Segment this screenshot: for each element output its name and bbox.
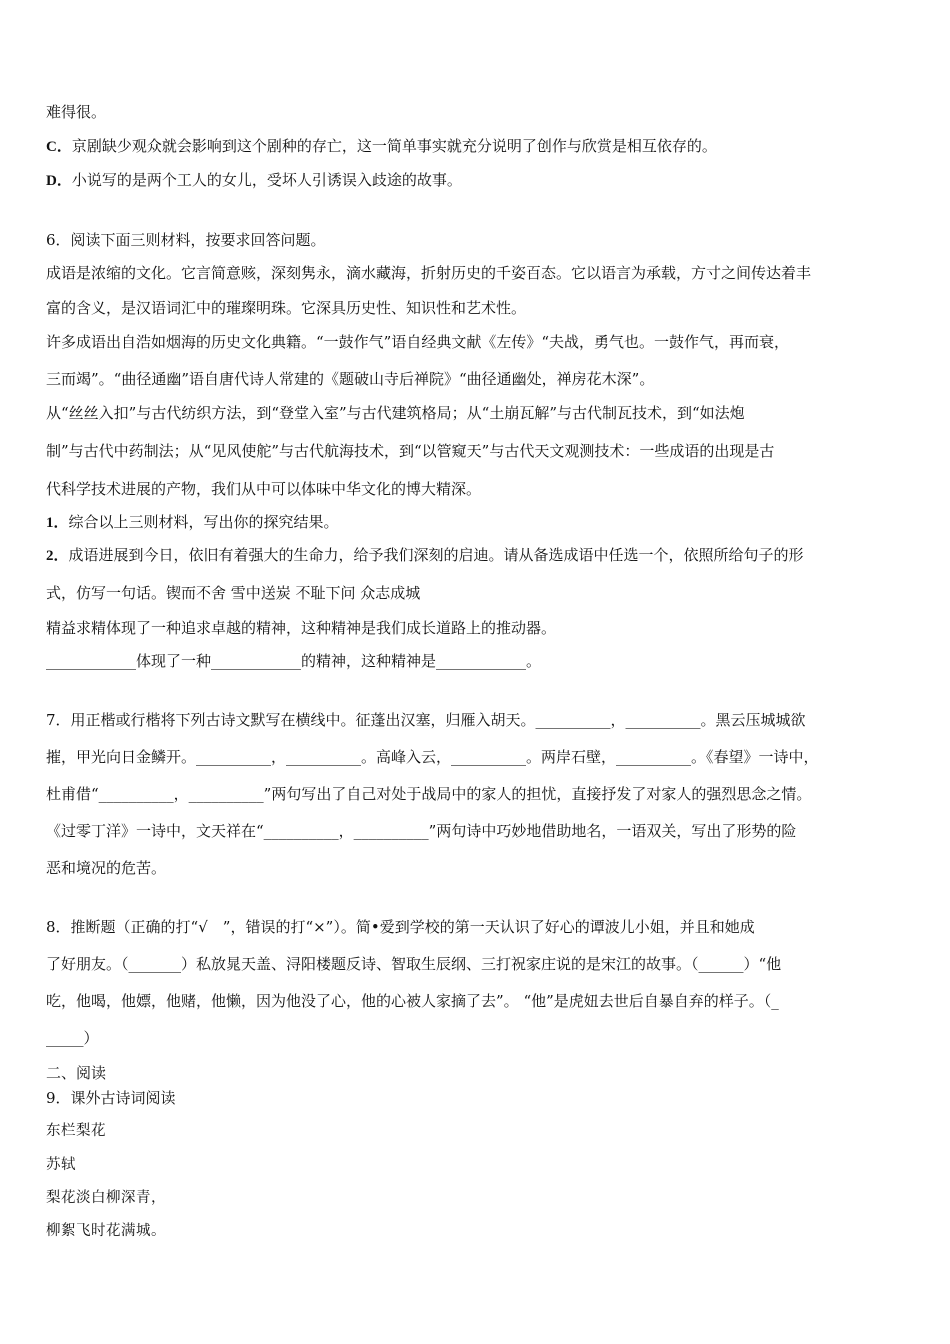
text-line: 难得很。	[46, 103, 107, 121]
text-line: 富的含义，是汉语词汇中的璀璨明珠。它深具历史性、知识性和艺术性。	[46, 299, 527, 317]
question-9: 9．课外古诗词阅读	[46, 1089, 176, 1107]
poem-line: 梨花淡白柳深青，	[46, 1190, 166, 1206]
sub-question-label: 1．	[46, 515, 69, 531]
option-c: C．京剧缺少观众就会影响到这个剧种的存亡，这一简单事实就充分说明了创作与欣赏是相互依存的。	[46, 137, 717, 155]
poem-author: 苏轼	[46, 1157, 76, 1173]
text-line: 摧，甲光向日金鳞开。__________，__________。高峰入云，__________。两岸石壁，__________。《春望》一诗中，	[46, 748, 819, 766]
sub-question-2: 2．成语进展到今日，依旧有着强大的生命力，给予我们深刻的启迪。请从备选成语中任选一个，依照所给句子的形	[46, 546, 804, 564]
text-line: 制”与古代中药制法；从“见风使舵”与古代航海技术，到“以管窥天”与古代天文观测技术：一些成语的出现是古	[46, 442, 775, 460]
section-heading: 二、阅读	[46, 1064, 107, 1082]
text-line: 精益求精体现了一种追求卓越的精神，这种精神是我们成长道路上的推动器。	[46, 619, 557, 637]
question-6-title: 6．阅读下面三则材料，按要求回答问题。	[46, 231, 326, 249]
option-label: C．	[46, 139, 72, 155]
text-line: 三而竭”。“曲径通幽”语自唐代诗人常建的《题破山寺后禅院》“曲径通幽处，禅房花木深”。	[46, 370, 655, 388]
sub-question-label: 2．	[46, 548, 69, 564]
text-line: 吃，他喝，他嫖，他赌，他懒，因为他没了心，他的心被人家摘了去”。 “他”是虎妞去世后自暴自弃的样子。（_	[46, 992, 779, 1010]
text-line: 了好朋友。（_______）私放晁天盖、浔阳楼题反诗、智取生辰纲、三打祝家庄说的是宋江的故事。（______）“他	[46, 955, 782, 973]
text-line: 许多成语出自浩如烟海的历史文化典籍。“一鼓作气”语自经典文献《左传》“夫战，勇气也。一鼓作气，再而衰，	[46, 333, 790, 351]
text-line: _____）	[46, 1029, 99, 1047]
question-8: 8．推断题（正确的打“√ ”，错误的打“×”）。简•爱到学校的第一天认识了好心的谭波儿小姐，并且和她成	[46, 918, 755, 936]
text-line: 成语是浓缩的文化。它言简意赅，深刻隽永，滴水藏海，折射历史的千姿百态。它以语言为承载，方寸之间传达着丰	[46, 264, 812, 282]
option-d: D．小说写的是两个工人的女儿，受坏人引诱误入歧途的故事。	[46, 171, 462, 189]
text-line: 恶和境况的危苦。	[46, 859, 167, 877]
question-7: 7．用正楷或行楷将下列古诗文默写在横线中。征蓬出汉塞，归雁入胡天。__________，__________。黑云压城城欲	[46, 711, 806, 729]
option-label: D．	[46, 173, 72, 189]
text-line: 从“丝丝入扣”与古代纺织方法，到“登堂入室”与古代建筑格局；从“土崩瓦解”与古代制瓦技术，到“如法炮	[46, 404, 745, 422]
text-line: 《过零丁洋》一诗中，文天祥在“__________，__________”两句诗中巧妙地借助地名，一语双关，写出了形势的险	[46, 822, 797, 840]
text-line: 代科学技术进展的产物，我们从中可以体味中华文化的博大精深。	[46, 480, 482, 498]
fill-in-line: ____________体现了一种____________的精神，这种精神是____________。	[46, 652, 542, 670]
text-line: 式，仿写一句话。锲而不舍 雪中送炭 不耻下问 众志成城	[46, 584, 421, 602]
poem-title: 东栏梨花	[46, 1123, 106, 1139]
text-line: 杜甫借“__________，__________”两句写出了自己对处于战局中的家人的担忧，直接抒发了对家人的强烈思念之情。	[46, 785, 812, 803]
sub-question-1: 1．综合以上三则材料，写出你的探究结果。	[46, 513, 339, 531]
poem-line: 柳絮飞时花满城。	[46, 1223, 166, 1239]
